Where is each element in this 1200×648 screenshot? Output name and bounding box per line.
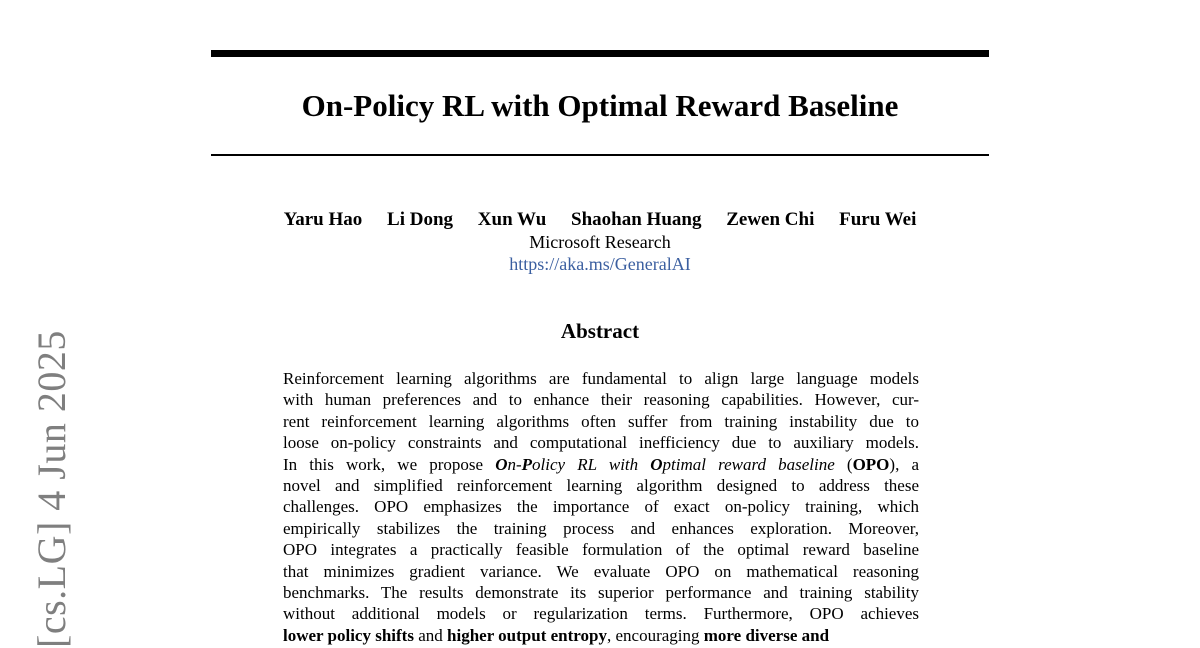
group-url-link[interactable]: https://aka.ms/GeneralAI — [509, 254, 691, 274]
author-name: Furu Wei — [839, 209, 917, 230]
abstract-line: that minimizes gradient variance. We evaluate OPO on mathematical reasoning — [283, 561, 919, 581]
abstract-line: Reinforcement learning algorithms are fundamental to align large language models — [283, 369, 919, 388]
abstract-line: with human preferences and to enhance their reasoning capabilities. However, cur- — [283, 390, 919, 410]
affiliation: Microsoft Research — [529, 232, 671, 252]
abstract-line: OPO integrates a practically feasible formulation of the optimal reward baseline — [283, 540, 919, 560]
author-name: Xun Wu — [477, 209, 547, 230]
paper-title: On-Policy RL with Optimal Reward Baseline — [301, 88, 899, 123]
author-name: Yaru Hao — [283, 209, 363, 230]
author-list — [211, 208, 989, 232]
abstract-line: lower policy shifts and higher output entropy, encouraging more diverse and — [283, 625, 830, 645]
abstract-line: benchmarks. The results demonstrate its superior performance and training stability — [283, 583, 919, 603]
title-bottom-rule — [211, 154, 989, 156]
abstract-heading: Abstract — [560, 319, 640, 343]
author-name: Shaohan Huang — [571, 209, 702, 230]
abstract-line: challenges. OPO emphasizes the importance of exact on-policy training, which — [283, 497, 919, 517]
abstract-body — [283, 368, 919, 646]
author-name: Li Dong — [387, 209, 454, 230]
author-name: Zewen Chi — [726, 209, 815, 230]
abstract-line: rent reinforcement learning algorithms often suffer from training instability due to — [283, 411, 919, 431]
title-top-rule — [211, 50, 989, 57]
abstract-line: empirically stabilizes the training process and enhances exploration. Moreover, — [283, 518, 919, 538]
method-acronym: OPO — [852, 454, 890, 474]
abstract-line: novel and simplified reinforcement learning algorithm designed to address these — [283, 476, 919, 496]
arxiv-sidebar-stamp: [cs.LG] 4 Jun 2025 — [29, 330, 74, 648]
abstract-line: without additional models or regularization terms. Furthermore, OPO achieves — [283, 604, 919, 624]
abstract-line: loose on-policy constraints and computational inefficiency due to auxiliary models. — [283, 433, 919, 453]
abstract-line: In this work, we propose On-Policy RL with Optimal reward baseline (OPO), a — [283, 454, 919, 474]
